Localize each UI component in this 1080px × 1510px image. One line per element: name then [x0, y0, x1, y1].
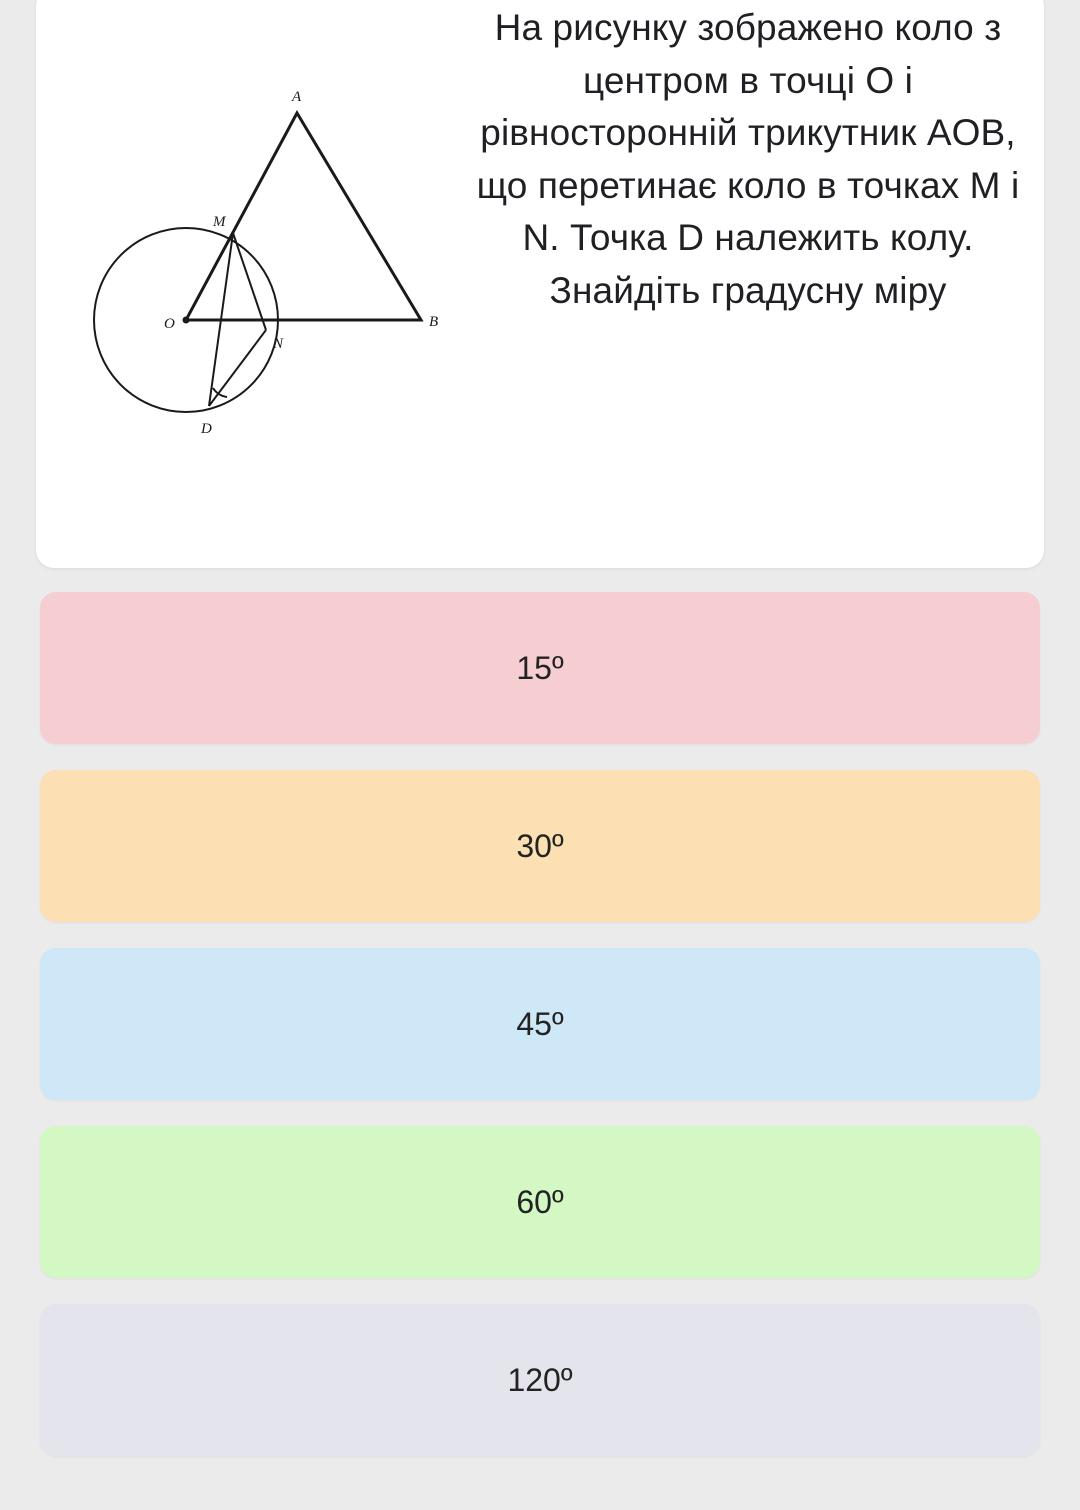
- answer-option-label: 30º: [516, 827, 564, 864]
- figure-label-a: A: [292, 89, 302, 105]
- answer-option[interactable]: [40, 1126, 1040, 1278]
- figure-label-o: O: [164, 316, 175, 332]
- figure-label-m: M: [213, 214, 226, 230]
- answer-option-label: 120º: [507, 1361, 573, 1398]
- figure-label-n: N: [273, 336, 284, 352]
- answer-option-label: 15º: [516, 649, 564, 686]
- answer-option-label: 60º: [516, 1183, 564, 1220]
- question-card: [36, 0, 1044, 568]
- answer-option[interactable]: [40, 948, 1040, 1100]
- answer-option[interactable]: [40, 770, 1040, 922]
- answer-option[interactable]: [40, 592, 1040, 744]
- figure-label-b: B: [429, 314, 439, 330]
- figure-container: [36, 0, 466, 568]
- answer-option-label: 45º: [516, 1005, 564, 1042]
- answer-options-list: [0, 592, 1080, 1456]
- circle-triangle-geometry-figure: [61, 58, 441, 438]
- question-text: На рисунку зображено коло з центром в точці O і рівносторонній трикутник AOB, що перетинає коло в точках M і N. Точка D належить колу. Знайдіть градусну міру: [476, 7, 1020, 311]
- answer-option[interactable]: [40, 1304, 1040, 1456]
- figure-label-d: D: [201, 421, 212, 437]
